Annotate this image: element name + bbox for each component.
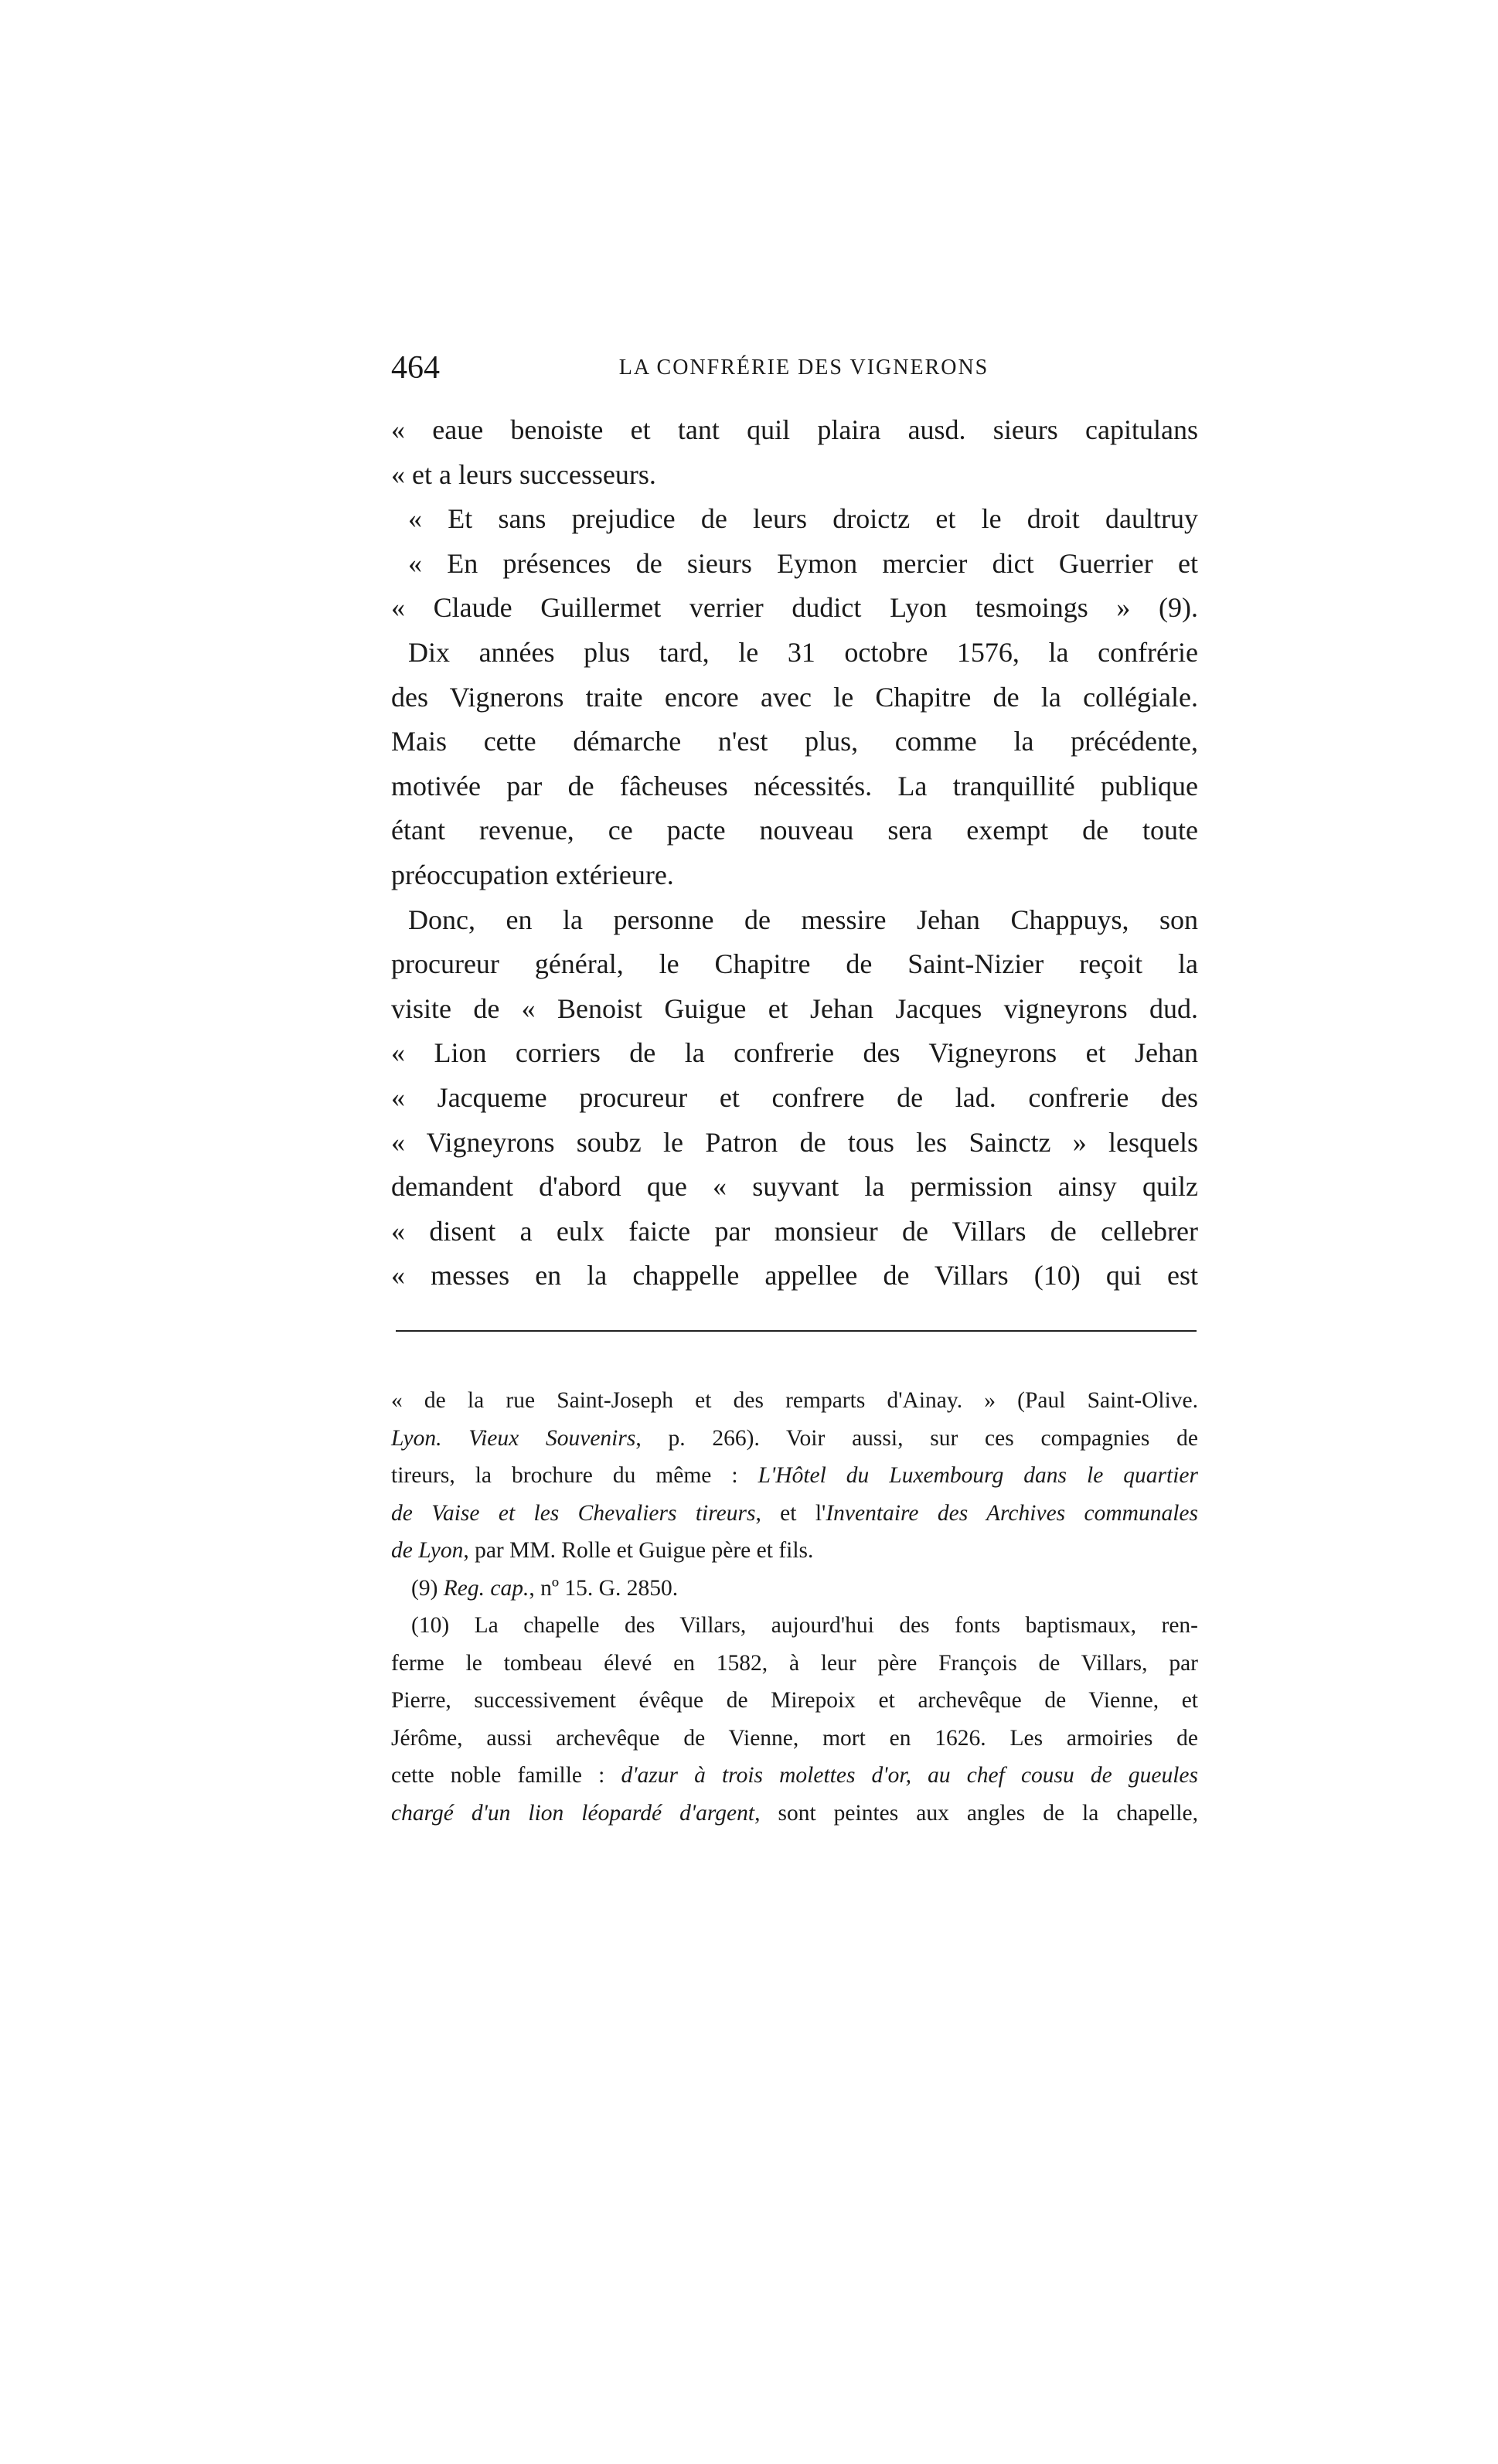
italic-blazon: chargé d'un lion léopardé d'argent <box>391 1800 755 1826</box>
footnote-line <box>391 1495 1198 1533</box>
body-line: visite de « Benoist Guigue et Jehan Jacques vigneyrons dud. <box>391 992 1198 1024</box>
footnote-text: , nº 15. G. 2850. <box>529 1575 679 1601</box>
footnote-text: , p. 266). Voir aussi, sur ces compagnies de <box>635 1425 1198 1451</box>
footnote-line: Jérôme, aussi archevêque de Vienne, mort en 1626. Les armoiries de <box>391 1725 1198 1751</box>
body-line: étant revenue, ce pacte nouveau sera exempt de toute <box>391 815 1198 846</box>
body-line: « et a leurs successeurs. <box>391 458 656 490</box>
body-line: « disent a eulx faicte par monsieur de Villars de cellebrer <box>391 1215 1198 1247</box>
footnote-text: , et l' <box>755 1500 826 1526</box>
footnote-text: tireurs, la brochure du même : <box>391 1463 758 1488</box>
italic-title: L'Hôtel du Luxembourg dans le quartier <box>758 1463 1198 1488</box>
body-line: préoccupation extérieure. <box>391 859 674 890</box>
body-line: « messes en la chappelle appellee de Villars (10) qui est <box>391 1260 1198 1292</box>
footnote-line <box>391 1532 1198 1570</box>
italic-blazon: d'azur à trois molettes d'or, au chef cousu de gueules <box>621 1763 1198 1788</box>
footnote-line <box>391 1795 1198 1833</box>
body-line: procureur général, le Chapitre de Saint-Nizier reçoit la <box>391 948 1198 980</box>
body-text <box>391 408 1198 1298</box>
body-line: Mais cette démarche n'est plus, comme la précédente, <box>391 726 1198 757</box>
footnote-9 <box>391 1570 1198 1608</box>
running-title: LA CONFRÉRIE DES VIGNERONS <box>618 356 989 379</box>
footnote-text: , par MM. Rolle et Guigue père et fils. <box>463 1538 814 1563</box>
footnote-line <box>391 1420 1198 1458</box>
footnote-line: ferme le tombeau élevé en 1582, à leur père François de Villars, par <box>391 1650 1198 1676</box>
body-line: Dix années plus tard, le 31 octobre 1576, la confrérie <box>408 636 1198 668</box>
footnote-text: cette noble famille : <box>391 1763 621 1788</box>
body-line: « En présences de sieurs Eymon mercier dict Guerrier et <box>408 547 1198 579</box>
footnotes <box>391 1382 1198 1832</box>
footnote-text: , sont peintes aux angles de la chapelle, <box>754 1800 1198 1826</box>
footnote-line <box>391 1457 1198 1495</box>
italic-title: Inventaire des Archives communales <box>826 1500 1198 1526</box>
body-line: Donc, en la personne de messire Jehan Chappuys, son <box>408 904 1198 935</box>
body-line: motivée par de fâcheuses nécessités. La tranquillité publique <box>391 770 1198 801</box>
italic-title: de Lyon <box>391 1538 464 1563</box>
footnote-line <box>391 1757 1198 1795</box>
body-line: « Claude Guillermet verrier dudict Lyon tesmoings » (9). <box>391 592 1198 624</box>
body-line: « Vigneyrons soubz le Patron de tous les Sainctz » lesquels <box>391 1126 1198 1158</box>
page-number: 464 <box>391 350 440 386</box>
body-line: « Lion corriers de la confrerie des Vigneyrons et Jehan <box>391 1037 1198 1069</box>
footnote-divider <box>396 1330 1197 1332</box>
footnote-10: (10) La chapelle des Villars, aujourd'hui des fonts baptismaux, ren- <box>411 1613 1198 1638</box>
footnote-line: « de la rue Saint-Joseph et des remparts d'Ainay. » (Paul Saint-Olive. <box>391 1388 1198 1413</box>
body-line: « Jacqueme procureur et confrere de lad. confrerie des <box>391 1081 1198 1113</box>
body-line: demandent d'abord que « suyvant la permission ainsy quilz <box>391 1171 1198 1203</box>
italic-title: de Vaise et les Chevaliers tireurs <box>391 1500 756 1526</box>
italic-title: Lyon. Vieux Souvenirs <box>391 1425 636 1451</box>
italic-title: Reg. cap. <box>443 1575 529 1601</box>
body-line: « Et sans prejudice de leurs droictz et le droit daultruy <box>408 503 1198 535</box>
footnote-text: (9) <box>411 1575 444 1601</box>
body-line: des Vignerons traite encore avec le Chapitre de la collégiale. <box>391 681 1198 713</box>
footnote-line: Pierre, successivement évêque de Mirepoix et archevêque de Vienne, et <box>391 1688 1198 1713</box>
body-line: « eaue benoiste et tant quil plaira ausd. sieurs capitulans <box>391 414 1198 445</box>
